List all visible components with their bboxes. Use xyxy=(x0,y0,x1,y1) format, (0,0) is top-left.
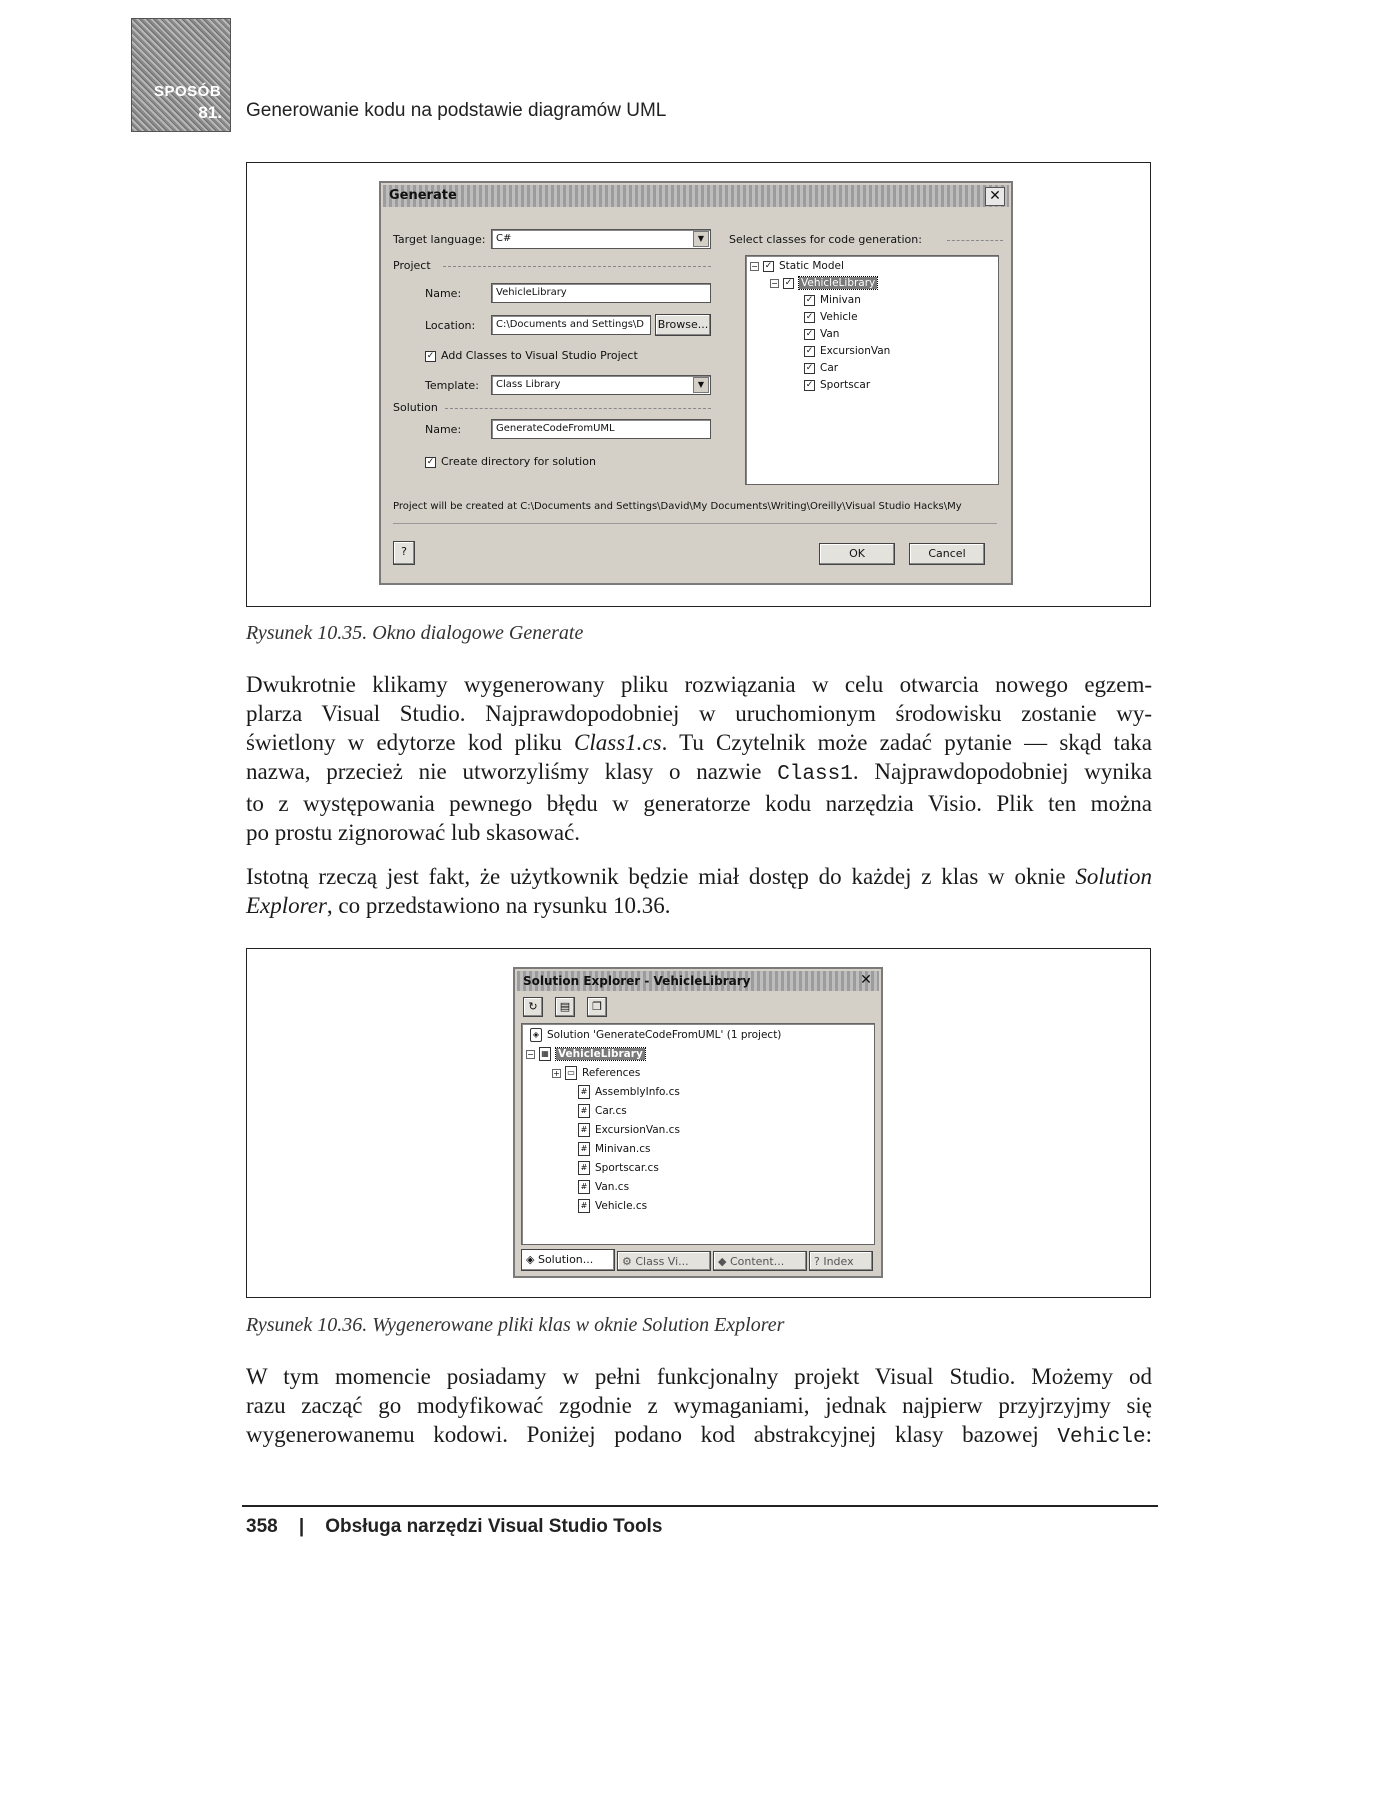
chevron-down-icon[interactable]: ▼ xyxy=(693,377,709,393)
page-footer xyxy=(246,1516,662,1538)
solution-tab-icon: ◈ xyxy=(526,1253,535,1266)
solution-icon: ◈ xyxy=(530,1028,542,1042)
figure1-caption: Rysunek 10.35. Okno dialogowe Generate xyxy=(246,622,584,644)
paragraph-3 xyxy=(246,1362,1152,1452)
figure-generate-dialog xyxy=(246,162,1151,607)
text-line: to z występowania pewnego błędu w generatorze kodu narzędzia Visio. Plik ten można xyxy=(246,791,1152,816)
tree-item-static-model[interactable]: − ✓ Static Model xyxy=(751,260,844,272)
tab-contents[interactable]: ◆ Content... xyxy=(713,1251,807,1271)
tab-index[interactable]: ? Index xyxy=(809,1251,873,1271)
figure-solution-explorer xyxy=(246,948,1151,1298)
cs-file-icon: # xyxy=(578,1142,590,1156)
generate-dialog xyxy=(379,181,1013,585)
file-row[interactable]: # Car.cs xyxy=(578,1104,627,1118)
cs-file-icon: # xyxy=(578,1199,590,1213)
show-all-files-icon[interactable]: ❐ xyxy=(587,997,607,1017)
cs-file-icon: # xyxy=(578,1180,590,1194)
cs-file-icon: # xyxy=(578,1104,590,1118)
solution-group-label: Solution xyxy=(393,401,438,414)
references-icon: ▭ xyxy=(565,1066,577,1080)
badge-word: SPOSÓB xyxy=(154,83,222,100)
tree-item-library[interactable]: − ✓ VehicleLibrary xyxy=(771,277,876,289)
text-line: świetlony w edytorze kod pliku Class1.cs. Tu Czytelnik może zadać pytanie — skąd taka xyxy=(246,730,1152,755)
project-group-label: Project xyxy=(393,259,431,272)
book-title: Obsługa narzędzi Visual Studio Tools xyxy=(325,1516,663,1537)
solution-name-label: Name: xyxy=(425,423,462,436)
solution-name-field[interactable]: GenerateCodeFromUML xyxy=(491,419,711,439)
cancel-button[interactable]: Cancel xyxy=(909,543,985,565)
text-line: plarza Visual Studio. Najprawdopodobniej w uruchomionym środowisku zostanie wy- xyxy=(246,701,1152,726)
project-name-field[interactable]: VehicleLibrary xyxy=(491,283,711,303)
running-head: Generowanie kodu na podstawie diagramów UML xyxy=(246,100,667,121)
checkbox-checked-icon: ✓ xyxy=(426,350,435,361)
section-badge xyxy=(131,18,231,132)
tree-item-class[interactable]: ✓ Vehicle xyxy=(805,311,858,323)
help-icon: ? xyxy=(814,1255,820,1268)
browse-button[interactable]: Browse... xyxy=(655,314,711,336)
text-line: W tym momencie posiadamy w pełni funkcjonalny projekt Visual Studio. Możemy od xyxy=(246,1364,1152,1389)
paragraph-1 xyxy=(246,670,1152,847)
file-row[interactable]: # Minivan.cs xyxy=(578,1142,650,1156)
properties-icon[interactable]: ▤ xyxy=(555,997,575,1017)
solution-tree[interactable] xyxy=(521,1023,875,1245)
chevron-down-icon[interactable]: ▼ xyxy=(693,231,709,247)
tree-item-class[interactable]: ✓ Sportscar xyxy=(805,379,871,391)
class-tree[interactable] xyxy=(745,255,999,485)
select-classes-label: Select classes for code generation: xyxy=(729,233,922,246)
footer-rule xyxy=(242,1505,1158,1507)
footer-separator: | xyxy=(298,1516,305,1537)
contents-icon: ◆ xyxy=(718,1255,727,1268)
refresh-icon[interactable]: ↻ xyxy=(523,997,543,1017)
template-label: Template: xyxy=(425,379,479,392)
file-row[interactable]: # Van.cs xyxy=(578,1180,629,1194)
collapse-icon[interactable]: − xyxy=(751,261,758,271)
references-row[interactable]: + ▭ References xyxy=(553,1067,641,1079)
tree-item-class[interactable]: ✓ ExcursionVan xyxy=(805,345,891,357)
expand-icon[interactable]: + xyxy=(553,1068,560,1078)
tab-class-view[interactable]: ⚙ Class Vi... xyxy=(617,1251,711,1271)
figure2-caption: Rysunek 10.36. Wygenerowane pliki klas w oknie Solution Explorer xyxy=(246,1314,785,1336)
collapse-icon[interactable]: − xyxy=(771,278,778,288)
file-row[interactable]: # Sportscar.cs xyxy=(578,1161,659,1175)
cs-file-icon: # xyxy=(578,1085,590,1099)
text-line: Dwukrotnie klikamy wygenerowany pliku rozwiązania w celu otwarcia nowego egzem- xyxy=(246,672,1152,697)
close-icon[interactable]: ✕ xyxy=(985,187,1005,206)
tree-item-class[interactable]: ✓ Van xyxy=(805,328,840,340)
file-row[interactable]: # Vehicle.cs xyxy=(578,1199,647,1213)
project-icon: ▦ xyxy=(539,1047,551,1061)
text-line: Explorer, co przedstawiono na rysunku 10.36. xyxy=(246,893,671,918)
page-number: 358 xyxy=(246,1516,278,1537)
help-button[interactable] xyxy=(393,541,415,565)
file-row[interactable]: # ExcursionVan.cs xyxy=(578,1123,680,1137)
location-field[interactable]: C:\Documents and Settings\D xyxy=(491,315,651,335)
target-language-select[interactable]: C# ▼ xyxy=(491,229,711,249)
tree-item-class[interactable]: ✓ Minivan xyxy=(805,294,861,306)
text-line: nazwa, przecież nie utworzyliśmy klasy o nazwie Class1. Najprawdopodobniej wynika xyxy=(246,759,1152,786)
text-line: wygenerowanemu kodowi. Poniżej podano kod abstrakcyjnej klasy bazowej Vehicle: xyxy=(246,1422,1152,1449)
cs-file-icon: # xyxy=(578,1123,590,1137)
template-select[interactable]: Class Library ▼ xyxy=(491,375,711,395)
text-line: po prostu zignorować lub skasować. xyxy=(246,820,581,845)
panel-title: Solution Explorer - VehicleLibrary ✕ xyxy=(517,971,879,991)
solution-explorer-panel xyxy=(513,967,883,1278)
badge-number: 81. xyxy=(198,103,222,122)
help-icon: ? xyxy=(401,545,407,558)
add-classes-checkbox[interactable]: ✓ Add Classes to Visual Studio Project xyxy=(426,349,638,362)
solution-row[interactable]: ◈ Solution 'GenerateCodeFromUML' (1 project) xyxy=(530,1028,781,1042)
paragraph-2 xyxy=(246,862,1152,920)
project-row[interactable]: − ▦ VehicleLibrary xyxy=(527,1048,643,1060)
dialog-title: Generate ✕ xyxy=(383,185,1009,207)
create-dir-checkbox[interactable]: ✓ Create directory for solution xyxy=(426,455,596,468)
location-label: Location: xyxy=(425,319,476,332)
tree-item-class[interactable]: ✓ Car xyxy=(805,362,839,374)
text-line: Istotną rzeczą jest fakt, że użytkownik będzie miał dostęp do każdej z klas w oknie Solution xyxy=(246,864,1152,889)
collapse-icon[interactable]: − xyxy=(527,1049,534,1059)
checkbox-checked-icon: ✓ xyxy=(426,456,435,467)
text-line: razu zacząć go modyfikować zgodnie z wymaganiami, jednak najpierw przyjrzyjmy się xyxy=(246,1393,1152,1418)
close-icon[interactable]: ✕ xyxy=(860,972,872,988)
tab-solution[interactable]: ◈ Solution... xyxy=(521,1249,615,1271)
file-row[interactable]: # AssemblyInfo.cs xyxy=(578,1085,680,1099)
ok-button[interactable]: OK xyxy=(819,543,895,565)
name-label: Name: xyxy=(425,287,462,300)
class-view-icon: ⚙ xyxy=(622,1255,632,1268)
cs-file-icon: # xyxy=(578,1161,590,1175)
target-language-label: Target language: xyxy=(393,233,486,246)
path-text: Project will be created at C:\Documents and Settings\David\My Documents\Writing\Oreilly\Visual Studio Hacks\My xyxy=(393,501,962,512)
